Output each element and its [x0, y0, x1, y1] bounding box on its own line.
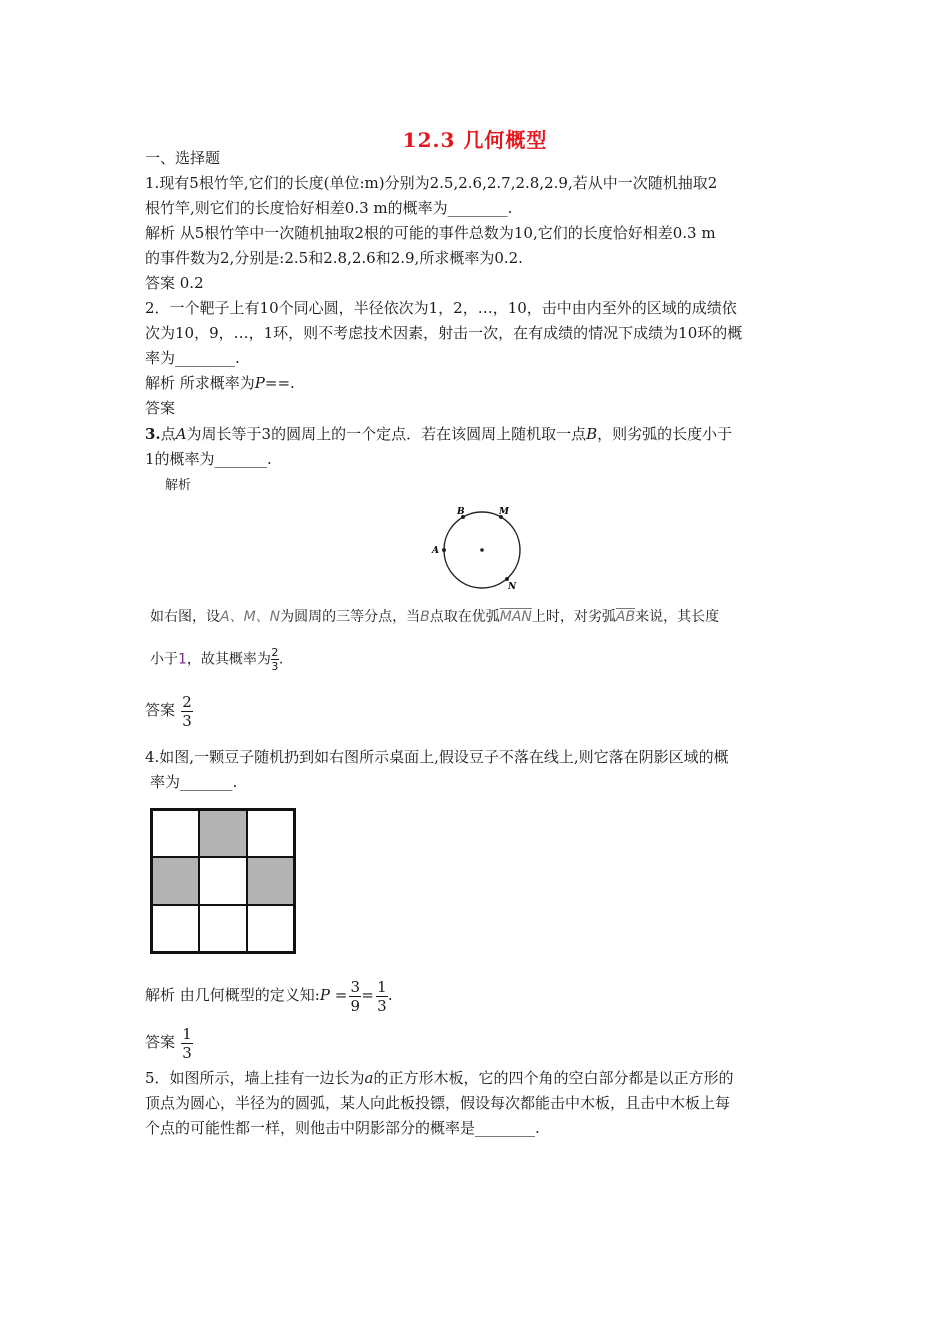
- q3-text-part: 点: [160, 425, 176, 443]
- shaded-grid-figure: [150, 808, 296, 954]
- q1-answer: 答案 0.2: [145, 274, 204, 292]
- answer-label: 答案: [145, 1033, 176, 1051]
- q5-text-line-1: [145, 1068, 734, 1088]
- page-title: 12.3 几何概型: [402, 128, 548, 152]
- q2-solution-prefix: 解析 所求概率为: [145, 374, 255, 392]
- q2-text-line-1: 2．一个靶子上有10个同心圆，半径依次为1，2，…，10，击中由内至外的区域的成绩依: [145, 299, 737, 317]
- q4-solution-prefix: 解析 由几何概型的定义知:: [145, 986, 320, 1004]
- q3-arc-ab: $\overline{AB}$: [615, 609, 636, 625]
- fraction-denominator: 9: [350, 996, 361, 1015]
- q3-arc-man: $\overline{MAN}$: [499, 609, 532, 625]
- q3-exp-text: 为圆周的三等分点，当: [280, 609, 421, 625]
- grid-cell: [247, 905, 294, 952]
- grid-cell: [199, 905, 246, 952]
- grid-cell-shaded: [152, 857, 199, 904]
- answer-label: 答案: [145, 701, 176, 719]
- q3-explanation-line-2: [150, 647, 283, 672]
- fraction-denominator: 3: [377, 996, 387, 1015]
- q4-text-line-2: 率为_______.: [150, 773, 238, 791]
- q4-answer: [145, 1022, 193, 1062]
- q2-text-line-2: 次为10，9，…，1环，则不考虑技术因素，射击一次，在有成绩的情况下成绩为10环的概: [145, 324, 743, 342]
- q3-text-line-1: [145, 424, 732, 444]
- point-n: [505, 577, 509, 581]
- q3-explanation-line-1: [150, 607, 719, 627]
- q2-solution-var: P: [254, 374, 265, 392]
- q4-solution-fraction-1: [349, 979, 361, 1014]
- q3-exp-text: 小于: [150, 651, 178, 668]
- grid-cell: [199, 857, 246, 904]
- point-a: [442, 548, 446, 552]
- fraction-numerator: 1: [377, 977, 387, 996]
- q5-var-a: a: [364, 1069, 374, 1087]
- q4-text-line-1: 4.如图,一颗豆子随机扔到如右图所示桌面上,假设豆子不落在线上,则它落在阴影区域的概: [145, 748, 729, 766]
- q4-solution-var: P: [319, 986, 330, 1004]
- q3-exp-text: .: [278, 651, 284, 668]
- q3-text-line-2: 1的概率为_______.: [145, 450, 272, 468]
- q3-exp-text: 如右图，设: [150, 609, 220, 625]
- q3-answer: [145, 690, 193, 730]
- fraction-numerator: 1: [182, 1024, 192, 1043]
- circle-center-point: [480, 548, 484, 552]
- label-b: B: [457, 507, 465, 517]
- fraction-denominator: 3: [271, 660, 279, 673]
- q5-text-part: 5．如图所示，墙上挂有一边长为: [145, 1069, 365, 1087]
- q3-exp-text: 点取在优弧: [429, 609, 500, 625]
- q3-exp-points: A、M、N: [220, 609, 281, 625]
- q2-answer: 答案: [145, 399, 176, 417]
- fraction-numerator: 2: [271, 646, 279, 659]
- q4-answer-fraction: [181, 1026, 193, 1061]
- q3-text-part: 为周长等于3的圆周上的一个定点．若在该圆周上随机取一点: [186, 425, 587, 443]
- q5-text-line-2: 顶点为圆心，半径为的圆弧，某人向此板投镖，假设每次都能击中木板，且击中木板上每: [145, 1094, 731, 1112]
- q3-text-part: ，则劣弧的长度小于: [597, 425, 733, 443]
- q3-exp-var-b: B: [420, 609, 430, 625]
- q3-var-b: B: [586, 425, 598, 443]
- q1-solution-line-1: 解析 从5根竹竿中一次随机抽取2根的可能的事件总数为10,它们的长度恰好相差0.3 m: [145, 224, 716, 242]
- circle-figure: [425, 500, 535, 595]
- q3-var-a: A: [175, 425, 187, 443]
- q1-text-line-1: 1.现有5根竹竿,它们的长度(单位:m)分别为2.5,2.6,2.7,2.8,2.9,若从中一次随机抽取2: [145, 174, 718, 192]
- q4-solution-fraction-2: [376, 979, 388, 1014]
- q5-text-line-3: 个点的可能性都一样，则他击中阴影部分的概率是________.: [145, 1119, 540, 1137]
- grid-cell: [152, 810, 199, 857]
- section-heading: 一、选择题: [145, 149, 221, 167]
- label-n: N: [508, 582, 517, 592]
- grid-cell: [152, 905, 199, 952]
- fraction-denominator: 3: [182, 1043, 192, 1062]
- fraction-denominator: 3: [182, 711, 192, 730]
- q2-text-line-3: 率为________.: [145, 349, 240, 367]
- q3-number: 3.: [145, 425, 161, 443]
- q3-exp-fraction: [271, 647, 279, 672]
- grid-cell-shaded: [199, 810, 246, 857]
- q3-exp-text: 来说，其长度: [635, 609, 720, 625]
- label-a: A: [432, 546, 439, 556]
- q3-exp-text: ，故其概率为: [186, 651, 271, 668]
- q4-solution: 解析 由几何概型的定义知:P = $\frac{3}{9}$ = $\frac{1}{3}$ .: [145, 977, 393, 1015]
- q2-solution-suffix: ==.: [264, 374, 295, 392]
- grid-cell: [247, 810, 294, 857]
- label-m: M: [499, 507, 509, 517]
- fraction-numerator: 3: [350, 977, 361, 996]
- grid-cell-shaded: [247, 857, 294, 904]
- q3-solution-label: 解析: [165, 478, 192, 493]
- q1-text-line-2: 根竹竿,则它们的长度恰好相差0.3 m的概率为________.: [145, 199, 513, 217]
- q5-text-part: 的正方形木板，它的四个角的空白部分都是以正方形的: [373, 1069, 734, 1087]
- q1-solution-line-2: 的事件数为2,分别是:2.5和2.8,2.6和2.9,所求概率为0.2.: [145, 249, 523, 267]
- q3-exp-text: 上时，对劣弧: [531, 609, 616, 625]
- q3-answer-fraction: [181, 694, 193, 729]
- fraction-numerator: 2: [182, 692, 192, 711]
- q3-exp-one: 1: [178, 651, 187, 668]
- q2-solution: [145, 373, 295, 393]
